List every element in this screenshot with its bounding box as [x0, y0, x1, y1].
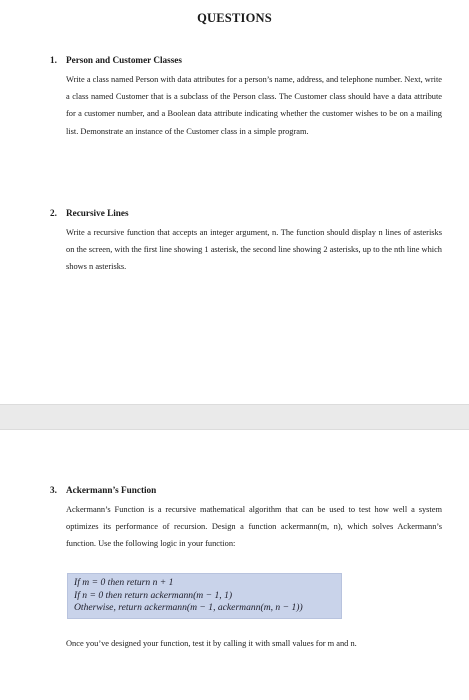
question-2-heading	[50, 207, 442, 219]
question-3-heading	[50, 484, 442, 496]
logic-line-2: If n = 0 then return ackermann(m − 1, 1)	[74, 589, 233, 601]
document-title: QUESTIONS	[197, 11, 272, 25]
question-1-heading	[50, 54, 442, 66]
page-2	[0, 430, 469, 700]
question-2-number: 2.	[50, 208, 57, 218]
question-2	[50, 207, 442, 276]
question-1	[50, 54, 442, 140]
logic-line-3: Otherwise, return ackermann(m − 1, ackermann(m, n − 1))	[74, 602, 303, 613]
question-3-body: Ackermann’s Function is a recursive mathematical algorithm that can be used to test how well a system optimizes its performance of recursion. Design a function ackermann(m, n), which solves Ackermann’s function. Use the following logic in your function:	[66, 505, 442, 549]
question-1-body: Write a class named Person with data attributes for a person’s name, address, and telephone number. Next, write a class named Customer that is a subclass of the Person class. The Customer class should have a data attribute for a customer number, and a Boolean data attribute indicating whether the customer wishes to be on a mailing list. Demonstrate an instance of the Customer class in a simple program.	[66, 75, 442, 136]
logic-line-1: If m = 0 then return n + 1	[74, 577, 174, 588]
question-1-number: 1.	[50, 55, 57, 65]
question-3-number: 3.	[50, 485, 57, 495]
question-3	[50, 484, 442, 553]
page-separator	[0, 404, 469, 430]
ackermann-logic-box	[67, 573, 342, 619]
question-3-title: Ackermann’s Function	[66, 485, 157, 495]
question-2-body: Write a recursive function that accepts an integer argument, n. The function should display n lines of asterisks on the screen, with the first line showing 1 asterisk, the second line showing 2 asterisks, up to the nth line which shows n asterisks.	[66, 228, 442, 272]
question-1-title: Person and Customer Classes	[66, 55, 182, 65]
question-3-closing: Once you’ve designed your function, test it by calling it with small values for m and n.	[66, 639, 357, 648]
question-2-title: Recursive Lines	[66, 208, 129, 218]
